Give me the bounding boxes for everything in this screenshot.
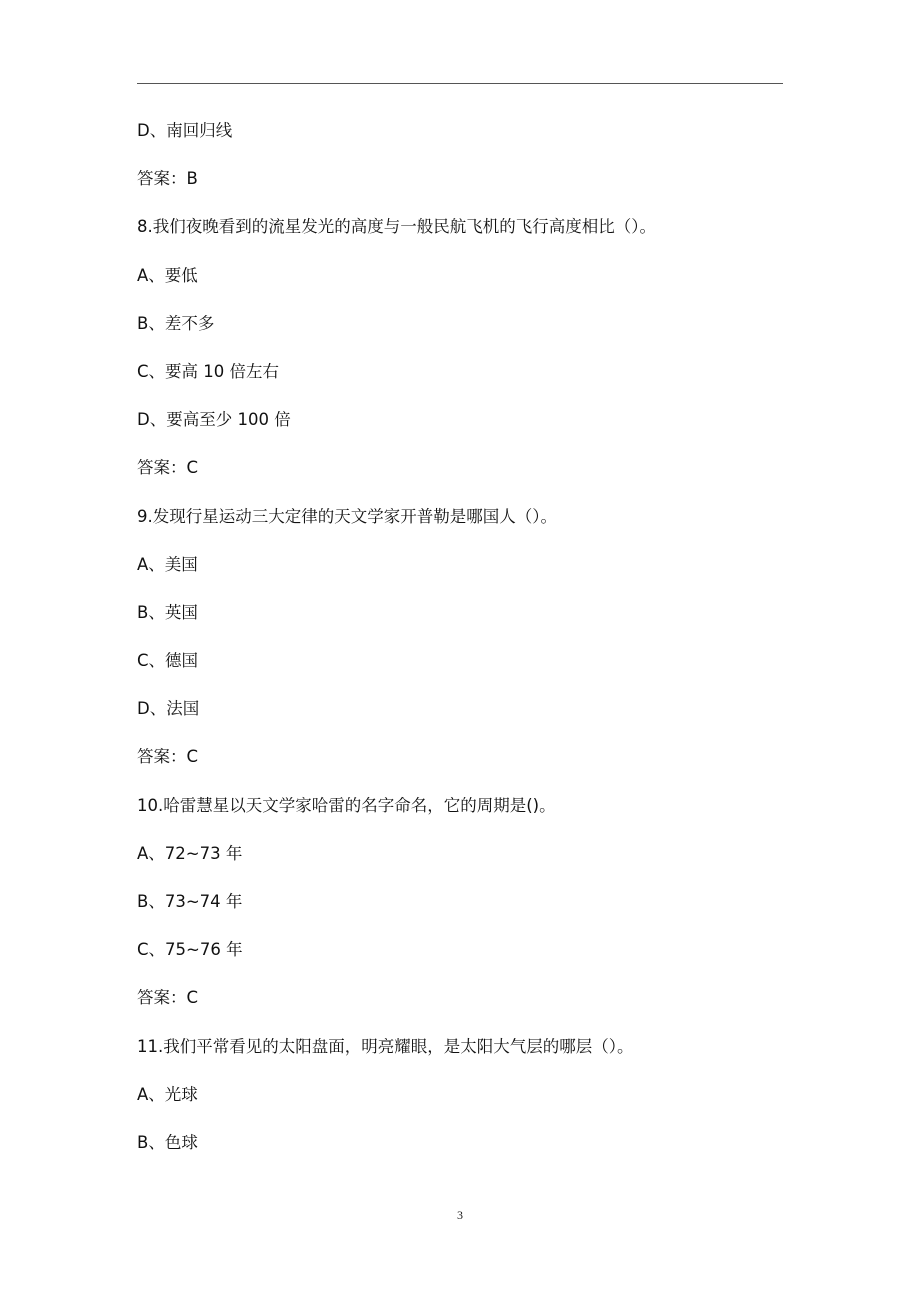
option-line: C、75~76 年 — [137, 940, 243, 960]
question-line: 8.我们夜晚看到的流星发光的高度与一般民航飞机的飞行高度相比（）。 — [137, 217, 656, 237]
answer-line: 答案：B — [137, 169, 198, 189]
option-line: B、色球 — [137, 1132, 198, 1152]
answer-line: 答案：C — [137, 988, 199, 1008]
option-line: B、英国 — [137, 602, 198, 622]
option-line: A、美国 — [137, 554, 198, 574]
option-line: A、光球 — [137, 1084, 198, 1104]
page-number: 3 — [457, 1208, 463, 1222]
question-line: 11.我们平常看见的太阳盘面，明亮耀眼，是太阳大气层的哪层（）。 — [137, 1036, 634, 1056]
answer-line: 答案：C — [137, 458, 199, 478]
question-line: 10.哈雷慧星以天文学家哈雷的名字命名，它的周期是()。 — [137, 795, 556, 815]
header-rule — [137, 83, 783, 84]
option-line: C、要高 10 倍左右 — [137, 361, 280, 381]
option-line: D、南回归线 — [137, 121, 233, 140]
question-line: 9.发现行星运动三大定律的天文学家开普勒是哪国人（）。 — [137, 506, 557, 526]
option-line: C、德国 — [137, 651, 199, 671]
option-line: A、72~73 年 — [137, 843, 243, 863]
page-content — [137, 119, 787, 1179]
answer-line: 答案：C — [137, 747, 199, 767]
option-line: B、差不多 — [137, 313, 215, 333]
option-line: B、73~74 年 — [137, 892, 243, 911]
option-line: D、要高至少 100 倍 — [137, 410, 291, 430]
option-line: D、法国 — [137, 699, 200, 719]
option-line: A、要低 — [137, 265, 198, 285]
